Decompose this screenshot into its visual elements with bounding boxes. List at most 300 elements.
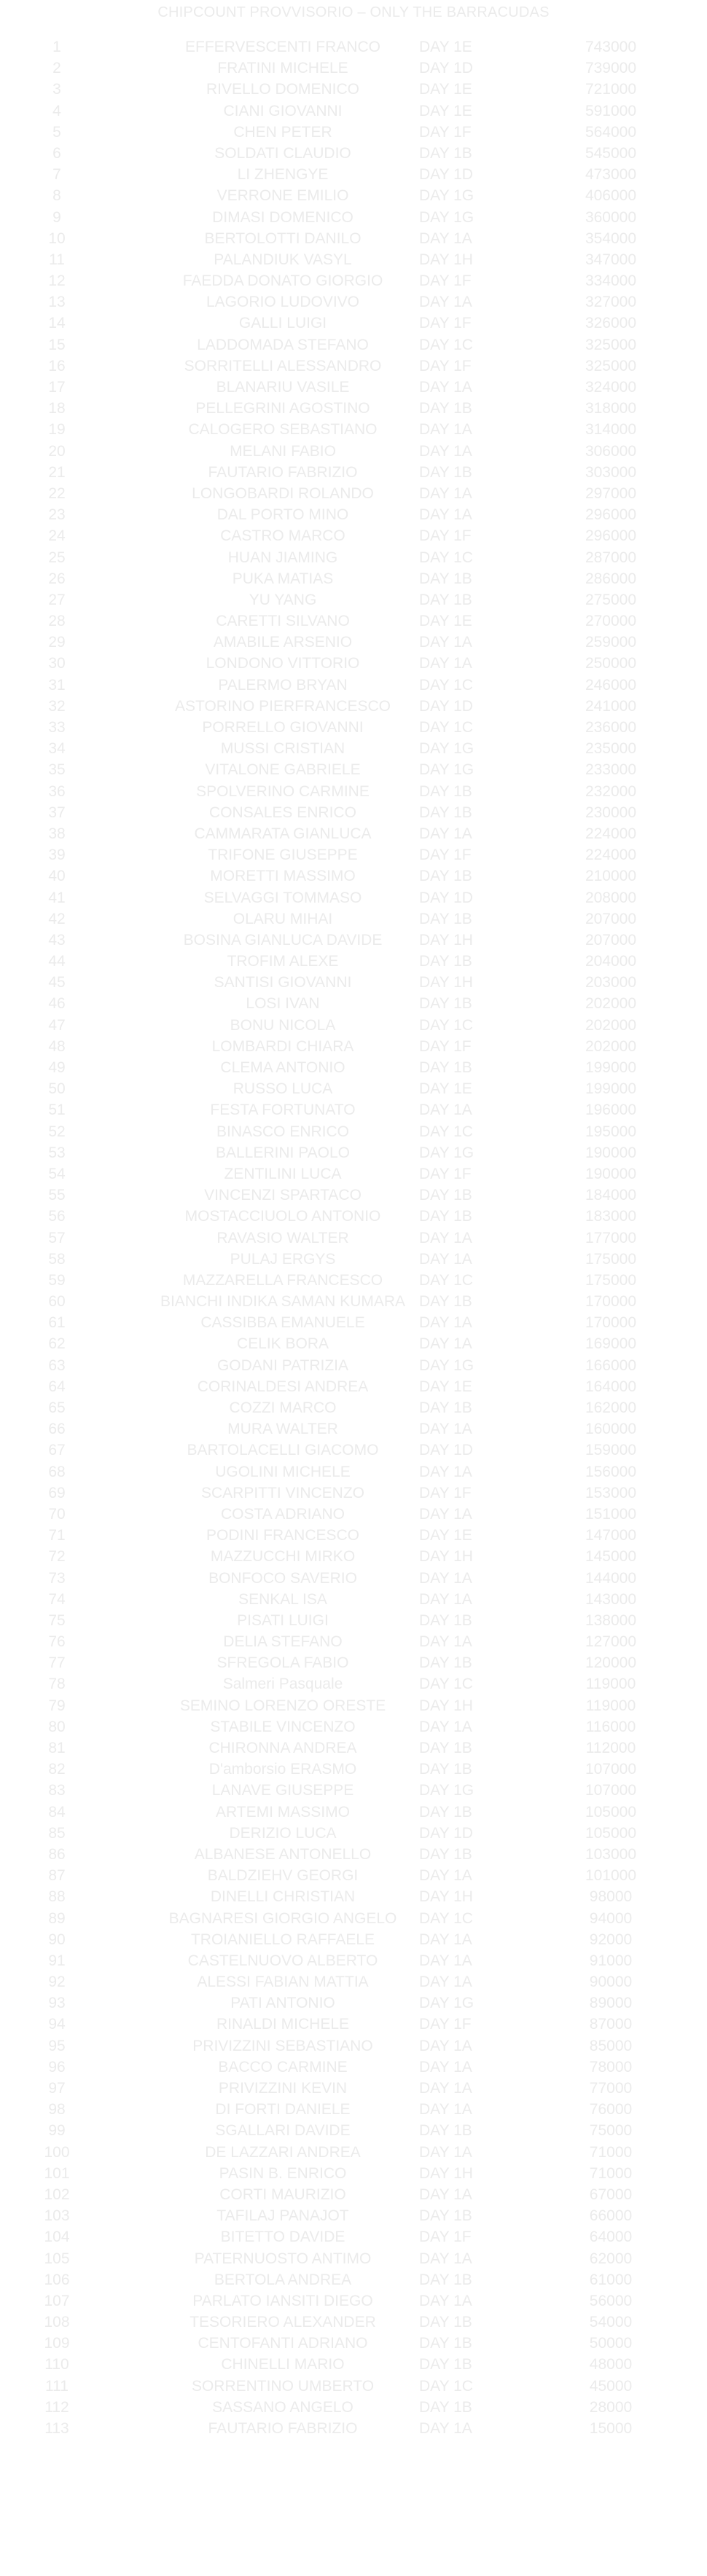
day-cell: DAY 1A: [419, 506, 472, 524]
player-name-cell: PATI ANTONIO: [230, 1995, 335, 2012]
chip-count-cell: 85000: [589, 2037, 633, 2054]
table-row: [0, 1716, 707, 1737]
chip-count-cell: 98000: [589, 1888, 633, 1906]
table-row: [0, 951, 707, 972]
chip-count-cell: 347000: [585, 251, 637, 268]
chip-count-cell: 71000: [589, 2143, 633, 2161]
day-cell: DAY 1B: [419, 995, 472, 1013]
table-row: [0, 2418, 707, 2439]
chip-count-cell: 325000: [585, 357, 637, 374]
player-name-cell: BLANARIU VASILE: [216, 379, 350, 396]
day-cell: DAY 1B: [419, 2122, 472, 2140]
day-cell: DAY 1B: [419, 2356, 472, 2373]
rank-cell: 54: [48, 1165, 66, 1182]
player-name-cell: FESTA FORTUNATO: [210, 1102, 356, 1119]
chip-count-cell: 202000: [585, 1016, 637, 1034]
day-cell: DAY 1G: [419, 1782, 474, 1799]
day-cell: DAY 1B: [419, 1611, 472, 1629]
day-cell: DAY 1A: [419, 1250, 472, 1268]
day-cell: DAY 1A: [419, 1102, 472, 1119]
table-row: [0, 1376, 707, 1397]
table-row: [0, 2333, 707, 2354]
chip-count-cell: 210000: [585, 868, 637, 885]
chip-count-cell: 116000: [585, 1718, 636, 1735]
rank-cell: 46: [48, 995, 66, 1013]
rank-cell: 81: [48, 1740, 66, 1756]
chip-count-cell: 203000: [585, 974, 637, 991]
chip-count-cell: 286000: [585, 570, 637, 587]
player-name-cell: FRATINI MICHELE: [217, 60, 348, 77]
player-name-cell: MORETTI MASSIMO: [210, 868, 356, 885]
day-cell: DAY 1G: [419, 740, 474, 758]
day-cell: DAY 1A: [419, 1867, 472, 1885]
player-name-cell: DI FORTI DANIELE: [215, 2101, 351, 2118]
chip-count-cell: 45000: [589, 2377, 633, 2395]
rank-cell: 53: [48, 1144, 66, 1161]
player-name-cell: SEMINO LORENZO ORESTE: [179, 1697, 386, 1714]
table-row: [0, 291, 707, 313]
chip-count-cell: 169000: [585, 1335, 637, 1353]
player-name-cell: PELLEGRINI AGOSTINO: [195, 400, 370, 417]
player-name-cell: BACCO CARMINE: [218, 2058, 348, 2076]
chip-count-cell: 202000: [585, 995, 637, 1013]
day-cell: DAY 1F: [419, 272, 472, 290]
day-cell: DAY 1C: [419, 676, 473, 694]
player-name-cell: MELANI FABIO: [230, 442, 336, 460]
rank-cell: 80: [48, 1718, 66, 1735]
player-name-cell: SGALLARI DAVIDE: [215, 2122, 351, 2140]
player-name-cell: FAUTARIO FABRIZIO: [208, 2420, 358, 2437]
chip-count-cell: 270000: [585, 613, 637, 630]
table-row: [0, 1397, 707, 1418]
day-cell: DAY 1D: [419, 889, 473, 906]
player-name-cell: PORRELLO GIOVANNI: [202, 719, 364, 736]
day-cell: DAY 1C: [419, 549, 473, 566]
table-row: [0, 632, 707, 653]
player-name-cell: HUAN JIAMING: [227, 549, 338, 566]
player-name-cell: PARLATO IANSITI DIEGO: [192, 2292, 373, 2309]
rank-cell: 9: [52, 208, 61, 226]
player-name-cell: TROFIM ALEXE: [227, 953, 339, 970]
rank-cell: 33: [48, 719, 66, 736]
rank-cell: 37: [48, 804, 66, 821]
chip-count-cell: 325000: [585, 336, 637, 353]
rank-cell: 14: [48, 315, 66, 332]
player-name-cell: PASIN B. ENRICO: [219, 2164, 347, 2182]
chip-count-cell: 90000: [589, 1974, 633, 1991]
day-cell: DAY 1A: [419, 2186, 472, 2203]
chip-count-cell: 87000: [589, 2016, 633, 2033]
table-row: [0, 1333, 707, 1354]
day-cell: DAY 1A: [419, 1633, 472, 1651]
table-row: [0, 1992, 707, 2014]
chip-count-cell: 56000: [589, 2292, 633, 2309]
day-cell: DAY 1F: [419, 2016, 472, 2033]
chip-count-cell: 354000: [585, 229, 637, 247]
table-row: [0, 1270, 707, 1291]
rank-cell: 62: [48, 1335, 66, 1353]
player-name-cell: MURA WALTER: [227, 1421, 338, 1438]
table-row: [0, 1546, 707, 1567]
day-cell: DAY 1F: [419, 2229, 472, 2246]
chip-count-cell: 326000: [585, 315, 637, 332]
chip-count-cell: 318000: [585, 400, 637, 417]
day-cell: DAY 1G: [419, 1144, 474, 1161]
day-cell: DAY 1E: [419, 1378, 472, 1395]
day-cell: DAY 1A: [419, 1569, 472, 1587]
table-row: [0, 610, 707, 632]
day-cell: DAY 1B: [419, 1845, 472, 1863]
table-row: [0, 2290, 707, 2312]
player-name-cell: GALLI LUIGI: [238, 315, 327, 332]
table-row: [0, 143, 707, 164]
day-cell: DAY 1C: [419, 336, 473, 353]
table-row: [0, 972, 707, 993]
table-row: [0, 1312, 707, 1333]
rank-cell: 108: [44, 2314, 70, 2331]
day-cell: DAY 1H: [419, 1548, 473, 1566]
chip-count-cell: 78000: [589, 2058, 633, 2076]
day-cell: DAY 1H: [419, 251, 473, 268]
chip-count-cell: 297000: [585, 484, 637, 502]
player-name-cell: CAMMARATA GIANLUCA: [194, 825, 372, 842]
player-name-cell: DE LAZZARI ANDREA: [205, 2143, 361, 2161]
chip-count-cell: 250000: [585, 655, 637, 672]
rank-cell: 71: [48, 1527, 66, 1544]
chip-count-cell: 296000: [585, 506, 637, 524]
player-name-cell: VERRONE EMILIO: [216, 187, 349, 205]
player-name-cell: CLEMA ANTONIO: [220, 1059, 345, 1076]
day-cell: DAY 1H: [419, 1888, 473, 1906]
table-row: [0, 185, 707, 206]
chip-count-cell: 62000: [589, 2250, 633, 2267]
day-cell: DAY 1B: [419, 910, 472, 927]
day-cell: DAY 1A: [419, 1335, 472, 1353]
chip-count-cell: 66000: [589, 2207, 633, 2225]
day-cell: DAY 1G: [419, 761, 474, 779]
chip-count-cell: 170000: [585, 1314, 637, 1332]
rank-cell: 19: [48, 421, 66, 439]
rank-cell: 17: [48, 379, 66, 396]
table-row: [0, 1568, 707, 1589]
chip-count-cell: 177000: [585, 1229, 637, 1246]
day-cell: DAY 1F: [419, 123, 472, 141]
day-cell: DAY 1H: [419, 2164, 473, 2182]
table-row: [0, 2312, 707, 2333]
rank-cell: 83: [48, 1782, 66, 1799]
rank-cell: 57: [48, 1229, 66, 1246]
rank-cell: 43: [48, 931, 66, 949]
rank-cell: 85: [48, 1824, 66, 1842]
player-name-cell: CORINALDESI ANDREA: [197, 1378, 369, 1395]
day-cell: DAY 1F: [419, 315, 472, 332]
day-cell: DAY 1A: [419, 1974, 472, 1991]
chip-count-cell: 473000: [585, 166, 637, 184]
day-cell: DAY 1G: [419, 1356, 474, 1374]
table-row: [0, 844, 707, 865]
rank-cell: 111: [45, 2377, 69, 2395]
player-name-cell: PUKA MATIAS: [232, 570, 334, 587]
table-row: [0, 1249, 707, 1270]
player-name-cell: ALBANESE ANTONELLO: [194, 1845, 372, 1863]
chipcount-table: [0, 36, 707, 2439]
rank-cell: 24: [48, 527, 66, 545]
chip-count-cell: 77000: [589, 2080, 633, 2097]
chip-count-cell: 199000: [585, 1080, 637, 1098]
player-name-cell: SANTISI GIOVANNI: [214, 974, 352, 991]
chip-count-cell: 160000: [585, 1421, 637, 1438]
rank-cell: 58: [48, 1250, 66, 1268]
player-name-cell: LOMBARDI CHIARA: [211, 1037, 354, 1055]
player-name-cell: TAFILAJ PANAJOT: [216, 2207, 349, 2225]
rank-cell: 56: [48, 1208, 66, 1225]
day-cell: DAY 1F: [419, 1484, 472, 1501]
player-name-cell: BERTOLA ANDREA: [214, 2271, 352, 2288]
chip-count-cell: 224000: [585, 825, 637, 842]
chip-count-cell: 54000: [589, 2314, 633, 2331]
rank-cell: 110: [44, 2356, 69, 2373]
rank-cell: 51: [48, 1102, 66, 1119]
chip-count-cell: 204000: [585, 953, 637, 970]
rank-cell: 93: [48, 1995, 66, 2012]
day-cell: DAY 1A: [419, 1314, 472, 1332]
day-cell: DAY 1D: [419, 166, 473, 184]
chip-count-cell: 406000: [585, 187, 637, 205]
rank-cell: 112: [44, 2398, 69, 2416]
chip-count-cell: 105000: [585, 1803, 637, 1821]
rank-cell: 5: [52, 123, 61, 141]
player-name-cell: DINELLI CHRISTIAN: [210, 1888, 356, 1906]
day-cell: DAY 1B: [419, 1654, 472, 1672]
player-name-cell: Salmeri Pasquale: [222, 1676, 343, 1693]
chip-count-cell: 190000: [585, 1144, 637, 1161]
player-name-cell: LANAVE GIUSEPPE: [211, 1782, 354, 1799]
chip-count-cell: 159000: [585, 1442, 637, 1459]
table-row: [0, 398, 707, 419]
chip-count-cell: 145000: [585, 1548, 637, 1566]
table-row: [0, 504, 707, 525]
day-cell: DAY 1A: [419, 2292, 472, 2309]
player-name-cell: PRIVIZZINI KEVIN: [218, 2080, 348, 2097]
day-cell: DAY 1B: [419, 144, 472, 162]
player-name-cell: RUSSO LUCA: [233, 1080, 333, 1098]
day-cell: DAY 1D: [419, 60, 473, 77]
rank-cell: 72: [48, 1548, 66, 1566]
chip-count-cell: 190000: [585, 1165, 637, 1182]
rank-cell: 42: [48, 910, 66, 927]
table-row: [0, 930, 707, 951]
player-name-cell: SFREGOLA FABIO: [216, 1654, 349, 1672]
chip-count-cell: 235000: [585, 740, 637, 758]
day-cell: DAY 1A: [419, 421, 472, 439]
day-cell: DAY 1C: [419, 1016, 473, 1034]
rank-cell: 23: [48, 506, 66, 524]
chip-count-cell: 94000: [589, 1909, 633, 1927]
player-name-cell: ALESSI FABIAN MATTIA: [197, 1974, 369, 1991]
rank-cell: 70: [48, 1505, 66, 1523]
chip-count-cell: 327000: [585, 294, 637, 311]
day-cell: DAY 1B: [419, 782, 472, 800]
rank-cell: 82: [48, 1761, 66, 1778]
chip-count-cell: 112000: [585, 1740, 636, 1756]
day-cell: DAY 1A: [419, 825, 472, 842]
day-cell: DAY 1B: [419, 591, 472, 608]
rank-cell: 61: [48, 1314, 66, 1332]
player-name-cell: YU YANG: [249, 591, 317, 608]
rank-cell: 21: [48, 463, 66, 481]
table-row: [0, 1163, 707, 1185]
rank-cell: 22: [48, 484, 66, 502]
table-row: [0, 1057, 707, 1078]
player-name-cell: LADDOMADA STEFANO: [197, 336, 369, 353]
player-name-cell: OLARU MIHAI: [233, 910, 333, 927]
player-name-cell: CONSALES ENRICO: [209, 804, 356, 821]
rank-cell: 104: [44, 2229, 70, 2246]
day-cell: DAY 1A: [419, 1952, 472, 1969]
day-cell: DAY 1C: [419, 1271, 473, 1289]
day-cell: DAY 1B: [419, 953, 472, 970]
rank-cell: 45: [48, 974, 66, 991]
day-cell: DAY 1B: [419, 1761, 472, 1778]
rank-cell: 74: [48, 1590, 66, 1608]
player-name-cell: RIVELLO DOMENICO: [206, 81, 360, 98]
table-row: [0, 1652, 707, 1673]
day-cell: DAY 1E: [419, 102, 472, 119]
table-row: [0, 334, 707, 356]
chip-count-cell: 545000: [585, 144, 637, 162]
table-row: [0, 122, 707, 143]
day-cell: DAY 1C: [419, 2377, 473, 2395]
rank-cell: 3: [52, 81, 61, 98]
chip-count-cell: 224000: [585, 847, 637, 864]
day-cell: DAY 1E: [419, 81, 472, 98]
table-row: [0, 865, 707, 887]
rank-cell: 107: [44, 2292, 70, 2309]
chip-count-cell: 259000: [585, 634, 637, 651]
rank-cell: 69: [48, 1484, 66, 1501]
table-row: [0, 1631, 707, 1652]
chip-count-cell: 306000: [585, 442, 637, 460]
player-name-cell: EFFERVESCENTI FRANCO: [185, 39, 380, 55]
rank-cell: 67: [48, 1442, 66, 1459]
chip-count-cell: 75000: [589, 2122, 633, 2140]
chip-count-cell: 119000: [585, 1697, 636, 1714]
chip-count-cell: 162000: [585, 1399, 637, 1416]
table-row: [0, 1971, 707, 1992]
chip-count-cell: 287000: [585, 549, 637, 566]
table-row: [0, 2163, 707, 2184]
rank-cell: 38: [48, 825, 66, 842]
player-name-cell: PISATI LUIGI: [237, 1611, 329, 1629]
player-name-cell: BARTOLACELLI GIACOMO: [187, 1442, 379, 1459]
chip-count-cell: 233000: [585, 761, 637, 779]
chip-count-cell: 236000: [585, 719, 637, 736]
player-name-cell: BALLERINI PAOLO: [215, 1144, 351, 1161]
rank-cell: 91: [48, 1952, 66, 1969]
player-name-cell: CELIK BORA: [236, 1335, 329, 1353]
player-name-cell: LOSI IVAN: [246, 995, 320, 1013]
table-row: [0, 993, 707, 1014]
chip-count-cell: 743000: [585, 39, 637, 55]
table-row: [0, 58, 707, 79]
table-row: [0, 1802, 707, 1823]
table-row: [0, 823, 707, 844]
rank-cell: 20: [48, 442, 66, 460]
day-cell: DAY 1B: [419, 804, 472, 821]
chip-count-cell: 199000: [585, 1059, 637, 1076]
rank-cell: 11: [49, 251, 65, 268]
player-name-cell: LAGORIO LUDOVIVO: [206, 294, 360, 311]
player-name-cell: SENKAL ISA: [238, 1590, 327, 1608]
player-name-cell: CORTI MAURIZIO: [219, 2186, 346, 2203]
player-name-cell: BERTOLOTTI DANILO: [204, 229, 362, 247]
day-cell: DAY 1C: [419, 719, 473, 736]
chip-count-cell: 232000: [585, 782, 637, 800]
rank-cell: 25: [48, 549, 66, 566]
player-name-cell: SORRITELLI ALESSANDRO: [184, 357, 382, 374]
player-name-cell: FAEDDA DONATO GIORGIO: [182, 272, 383, 290]
table-row: [0, 1823, 707, 1844]
table-row: [0, 696, 707, 717]
table-row: [0, 2354, 707, 2375]
rank-cell: 92: [48, 1974, 66, 1991]
player-name-cell: CENTOFANTI ADRIANO: [198, 2335, 368, 2352]
rank-cell: 18: [48, 400, 66, 417]
day-cell: DAY 1C: [419, 1123, 473, 1140]
rank-cell: 27: [48, 591, 66, 608]
rank-cell: 6: [52, 144, 61, 162]
player-name-cell: BAGNARESI GIORGIO ANGELO: [168, 1909, 397, 1927]
chip-count-cell: 50000: [589, 2335, 633, 2352]
rank-cell: 99: [48, 2122, 66, 2140]
day-cell: DAY 1B: [419, 1803, 472, 1821]
rank-cell: 12: [48, 272, 66, 290]
rank-cell: 97: [48, 2080, 66, 2097]
table-row: [0, 1291, 707, 1312]
rank-cell: 77: [48, 1654, 66, 1672]
rank-cell: 7: [52, 166, 61, 184]
rank-cell: 88: [48, 1888, 66, 1906]
day-cell: DAY 1A: [419, 2250, 472, 2267]
chip-count-cell: 207000: [585, 931, 637, 949]
rank-cell: 44: [48, 953, 66, 970]
chip-count-cell: 246000: [585, 676, 637, 694]
table-row: [0, 1078, 707, 1099]
rank-cell: 86: [48, 1845, 66, 1863]
player-name-cell: DERIZIO LUCA: [229, 1824, 337, 1842]
table-row: [0, 2057, 707, 2078]
chip-count-cell: 334000: [585, 272, 637, 290]
day-cell: DAY 1B: [419, 2271, 472, 2288]
table-row: [0, 1610, 707, 1631]
day-cell: DAY 1B: [419, 1399, 472, 1416]
table-row: [0, 1036, 707, 1057]
chip-count-cell: 564000: [585, 123, 637, 141]
chip-count-cell: 175000: [585, 1250, 637, 1268]
rank-cell: 34: [48, 740, 66, 758]
table-row: [0, 1440, 707, 1461]
table-row: [0, 1142, 707, 1163]
table-row: [0, 1844, 707, 1865]
player-name-cell: PALANDIUK VASYL: [214, 251, 352, 268]
chip-count-cell: 107000: [585, 1782, 637, 1799]
table-row: [0, 717, 707, 738]
table-row: [0, 36, 707, 58]
day-cell: DAY 1C: [419, 1909, 473, 1927]
day-cell: DAY 1F: [419, 847, 472, 864]
player-name-cell: COSTA ADRIANO: [221, 1505, 345, 1523]
rank-cell: 78: [48, 1676, 66, 1693]
